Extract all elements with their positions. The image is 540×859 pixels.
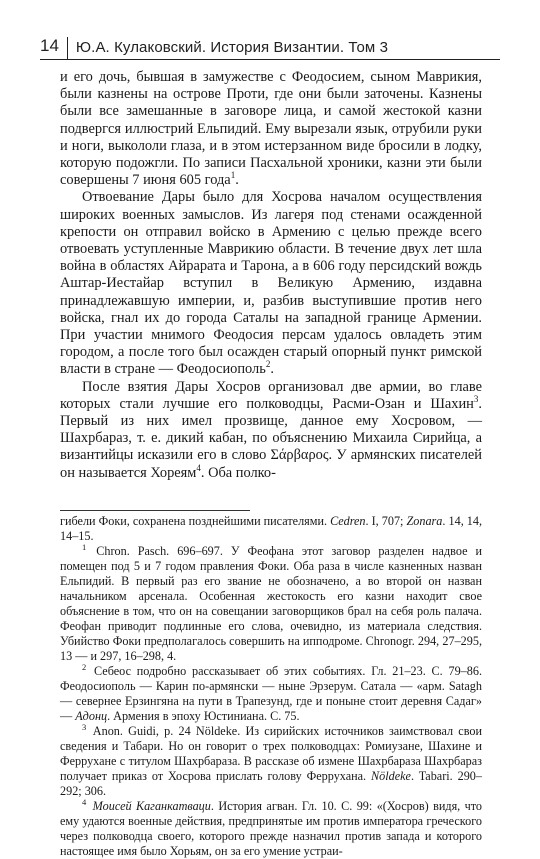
footnote-separator bbox=[60, 510, 250, 511]
footnote-continuation-text-b: . I, 707; bbox=[365, 514, 407, 528]
footnote-3-number: 3 bbox=[82, 721, 87, 732]
paragraph-3-text-c: . Оба полко- bbox=[200, 464, 276, 481]
footnote-4-number: 4 bbox=[82, 796, 87, 807]
paragraph-1 bbox=[60, 69, 482, 189]
source-noldeke: Nöldeke bbox=[371, 769, 411, 783]
source-moses-kagankatvatsi: Моисей Каганкатваци bbox=[92, 799, 211, 813]
footnote-1-text: Chron. Pasch. 696–697. У Феофана этот заговор разделен надвое и помещен под 5 и 7 годом правления Фоки. Оба раза в числе казненных назван Ельпидий. В первый раз его звание не обозначено, а во второй он назван начальником арсенала. Особенная жестокость его казни находит свое объяснение в том, что он на совещании заговорщиков брал на себя роль палача. Феофан приводит подлинные его слова, очевидно, из материала следствия. Убийство Фоки предполагалось совершить на ипподроме. Chronogr. 294, 27–295, 13 — и 297, 16–298, 4. bbox=[60, 544, 482, 663]
running-header bbox=[40, 38, 500, 60]
paragraph-3-text-a: После взятия Дары Хосров организовал две армии, во главе которых стали лучшие его полководцы, Расми-Озан и Шахин bbox=[60, 378, 482, 412]
footnote-ref-3: 3 bbox=[473, 394, 479, 405]
source-cedren: Cedren bbox=[330, 514, 366, 528]
footnote-3-text-b: . Tabari. 290–292; 306. bbox=[60, 769, 482, 798]
source-zonara: Zonara bbox=[406, 514, 443, 528]
paragraph-1-end: . bbox=[235, 172, 239, 189]
main-text bbox=[60, 69, 482, 482]
footnotes bbox=[60, 514, 482, 859]
footnote-4 bbox=[60, 796, 483, 859]
footnote-ref-1: 1 bbox=[230, 170, 236, 181]
running-title: Ю.А. Кулаковский. История Византии. Том 3 bbox=[75, 39, 389, 56]
footnote-ref-2: 2 bbox=[265, 359, 271, 370]
footnote-2 bbox=[60, 661, 483, 724]
footnote-2-text: Себеос подробно рассказывает об этих событиях. Гл. 21–23. С. 79–86. Феодосиополь — Карин по-армянски — ныне Эрзерум. Саталa — «арм. Satagh — севернее Ерзингяна на пути в Трапезунд, где и поныне стоит деревня Садаг» — bbox=[60, 664, 483, 723]
footnote-continuation-text: гибели Фоки, сохранена позднейшими писателями. bbox=[60, 514, 331, 528]
page-number: 14 bbox=[40, 36, 59, 55]
paragraph-1-text: и его дочь, бывшая в замужестве с Феодосием, сыном Маврикия, были казнены на острове Проти, где они были заточены. Казнены были все замешанные в заговоре лица, и самой жестокой казни подвергся иллюстрий Ельпидий. Ему вырезали язык, отрубили руки и ноги, выкололи глаза, и в этом истерзанном виде бросили в лодку, которую подожгли. По записи Пасхальной хроники, казни эти были совершены 7 июня 605 года bbox=[60, 69, 482, 189]
paragraph-2-text: Отвоевание Дары было для Хосрова началом осуществления широких военных замыслов. Из лагеря под стенами осажденной крепости он отправил войско в Армению с целью прежде всего отвоевать уступленные Маврикию области. В течение двух лет шла война в областях Айрарата и Тарона, а в 606 году персидский вождь Аштар-Иестайар вступил в Великую Армению, издавна принадлежавшую империи, и, разбив выступившие против него войска, гнал их до города Саталы на западной границе Армении. При участии мнимого Феодосия персам удалось овладеть этим городом, а после того был осажден старый опорный пункт римской власти в стране — Феодосиополь bbox=[60, 189, 482, 378]
footnote-ref-4: 4 bbox=[196, 462, 201, 473]
footnote-continuation bbox=[60, 514, 482, 544]
paragraph-2 bbox=[60, 189, 482, 378]
footnote-2-text-b: . Армения в эпоху Юстиниана. С. 75. bbox=[107, 709, 300, 723]
footnote-4-text: . История агван. Гл. 10. С. 99: «(Хосров) видя, что ему удаются военные действия, предпринятые им против императора греческого через полководца своего, которого прежде назначил против запада и которого настоящее имя было Хорьям, он за его умение устраи- bbox=[60, 799, 483, 858]
footnote-3 bbox=[60, 721, 483, 799]
paragraph-2-end: . bbox=[270, 361, 274, 378]
footnote-1 bbox=[60, 541, 482, 664]
header-divider bbox=[67, 37, 68, 59]
footnote-2-number: 2 bbox=[82, 661, 87, 672]
footnote-1-number: 1 bbox=[82, 541, 87, 552]
footnote-continuation-text-c: . 14, 14, 14–15. bbox=[60, 514, 483, 543]
footnote-3-text: Anon. Guidi, p. 24 Nöldeke. Из сирийских источников заимствовал свои сведения и Табари. Но он говорит о трех полководцах: Ромиузане, Шахине и Феррухане с титулом Шахрбараза. В рассказе об измене Шахрбараза Шахрбараз получает приказ от Хосрова прислать голову Ферруханa. bbox=[60, 724, 483, 783]
source-adonts: Адонц bbox=[75, 709, 108, 723]
paragraph-3-text-b: . Первый из них имел прозвище, данное ему Хосровом, — Шахрбараз, т. е. дикий кабан, по объяснению Михаила Сирийца, а византийцы исказили его в слово Σάρβαρος. У армянских писателей он называется Хореям bbox=[60, 395, 482, 481]
paragraph-3 bbox=[60, 379, 482, 482]
